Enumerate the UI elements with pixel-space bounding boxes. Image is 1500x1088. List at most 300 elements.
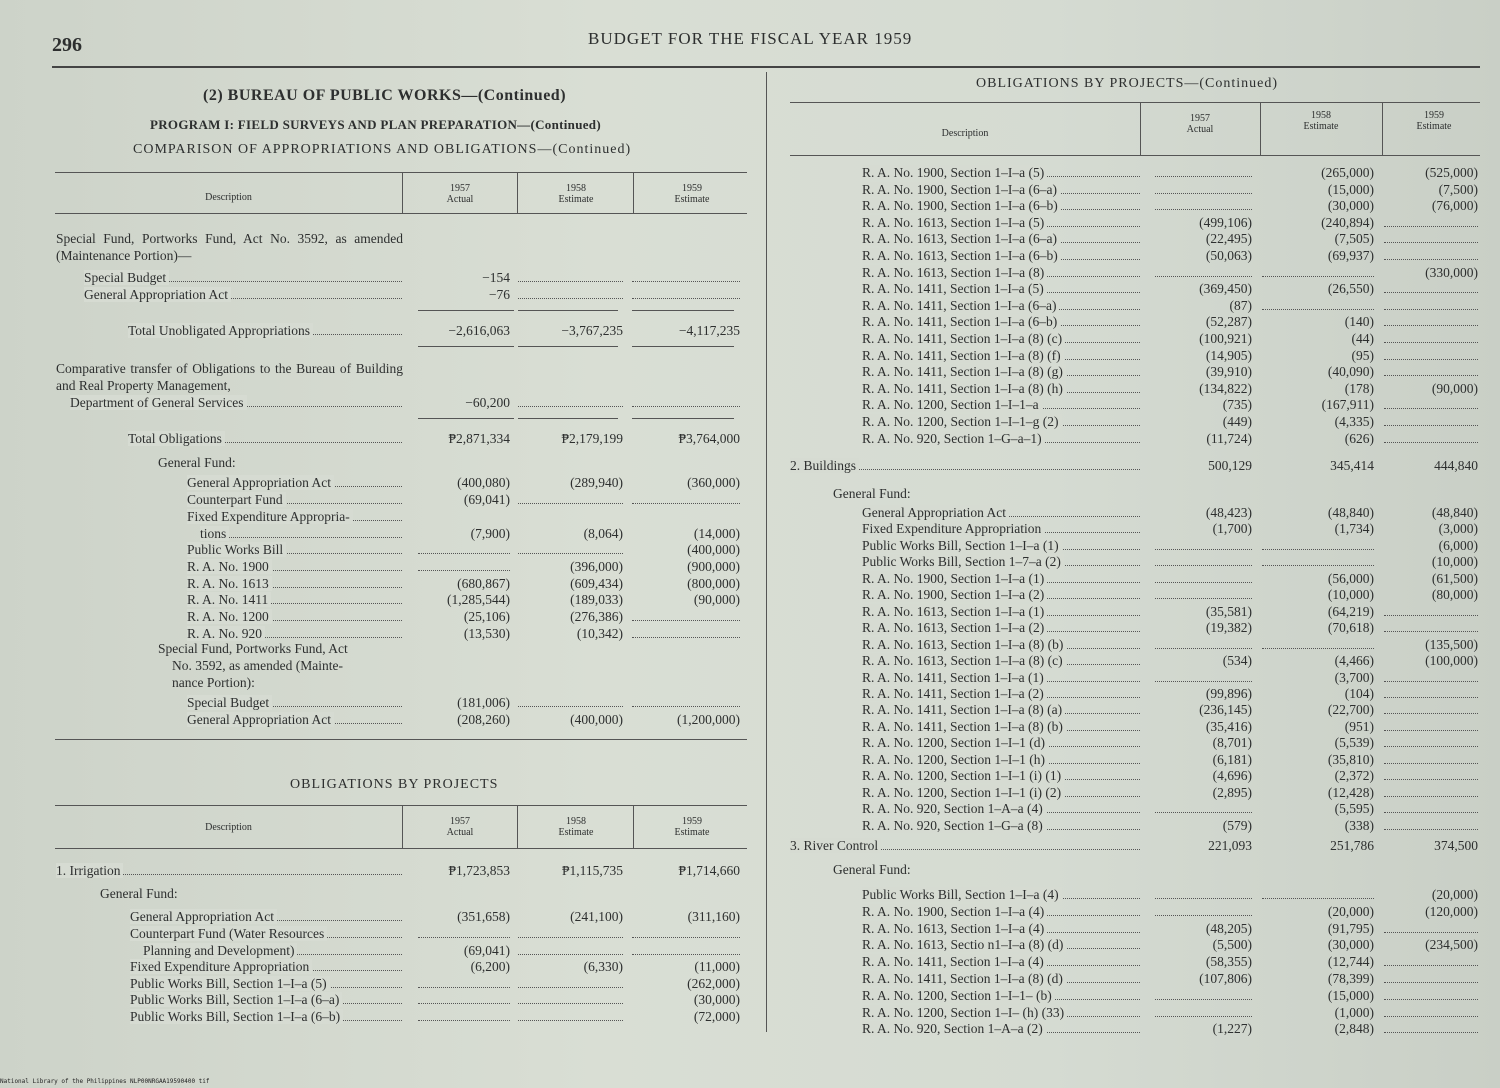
row-label-text: R. A. No. 1613, Section 1–I–a (4) (862, 921, 1047, 936)
row-label-text: 2. Buildings (790, 458, 859, 473)
value-1958: (12,744) (1327, 954, 1374, 970)
row-label (862, 886, 1140, 903)
row-label (862, 430, 1140, 447)
value-1958: (30,000) (1327, 937, 1374, 953)
value-1957: −60,200 (465, 395, 510, 410)
value-1959: (800,000) (687, 576, 740, 591)
value-1958: (64,219) (1327, 603, 1374, 619)
row-label (862, 1004, 1140, 1021)
header-divider (1260, 103, 1261, 155)
row-label (862, 553, 1140, 570)
row-label-text: R. A. No. 1411, Section 1–I–a (8) (g) (862, 364, 1066, 379)
row-label-text: R. A. No. 1900 (187, 559, 272, 574)
row-label (862, 685, 1140, 702)
value-1958: (4,335) (1334, 414, 1374, 429)
value-1957: (11,724) (1206, 430, 1252, 446)
empty-cell-leader (1384, 796, 1478, 797)
row-label-text: R. A. No. 1200, Section 1–I– (h) (33) (862, 1005, 1067, 1020)
value-1959: −4,117,235 (678, 323, 740, 338)
table-row (0, 817, 1500, 834)
table-row (0, 214, 1500, 231)
proj-col-header-1957: 1957 Actual (446, 816, 474, 838)
value-1958: (140) (1344, 314, 1374, 330)
row-label (862, 1020, 1140, 1037)
empty-cell-leader (1155, 598, 1252, 599)
empty-cell-leader (1262, 549, 1374, 550)
value-1957: (19,382) (1205, 620, 1252, 636)
value-1957: ₱2,871,334 (448, 431, 510, 446)
value-1957: (449) (1222, 414, 1252, 429)
value-1958: 345,414 (1330, 458, 1374, 473)
value-1957: (25,106) (463, 609, 510, 624)
row-label-text: R. A. No. 1411, Section 1–I–a (2) (862, 686, 1047, 701)
row-label (862, 230, 1140, 247)
row-label-text: Public Works Bill, Section 1–7–a (2) (862, 554, 1064, 569)
row-label-text: R. A. No. 1613, Section 1–I–a (1) (862, 604, 1047, 619)
empty-cell-leader (1384, 999, 1478, 1000)
row-label-text: R. A. No. 1900, Section 1–I–a (2) (862, 587, 1047, 602)
value-1957: (52,287) (1205, 314, 1252, 330)
value-1957: (2,895) (1212, 784, 1252, 800)
value-1959: (3,000) (1438, 521, 1478, 537)
value-1957: (58,355) (1205, 954, 1252, 970)
col-header-description: Description (205, 192, 252, 203)
value-1958: (10,342) (576, 626, 623, 641)
value-1958: (1,000) (1334, 1004, 1374, 1020)
row-label-text: R. A. No. 1900, Section 1–I–a (6–b) (862, 198, 1061, 213)
value-1958: (1,734) (1334, 521, 1374, 537)
row-label-text: R. A. No. 1613, Section 1–I–a (6–b) (862, 248, 1061, 263)
value-1958: (5,595) (1334, 801, 1374, 817)
value-1957: (7,900) (470, 526, 510, 541)
empty-cell-leader (1384, 325, 1478, 326)
value-1958: (338) (1344, 817, 1374, 833)
row-label (862, 734, 1140, 751)
row-label-text: Public Works Bill, Section 1–I–a (6–b) (130, 1009, 343, 1024)
row-label (862, 214, 1140, 231)
value-1959: (360,000) (687, 475, 740, 490)
row-label-text: R. A. No. 1200, Section 1–I–1–a (862, 397, 1042, 412)
row-label-text: R. A. No. 1411, Section 1–I–a (4) (862, 954, 1047, 969)
value-1957: (4,696) (1212, 768, 1252, 784)
empty-cell-leader (1262, 648, 1374, 649)
row-label (56, 862, 402, 879)
row-label (862, 603, 1140, 620)
row-label-text: R. A. No. 1411, Section 1–I–a (8) (h) (862, 381, 1066, 396)
row-label-text: R. A. No. 1613, Sectio n1–I–a (8) (d) (862, 937, 1066, 952)
row-label-text: R. A. No. 1900, Section 1–I–a (5) (862, 165, 1047, 180)
value-1957: (351,658) (457, 909, 510, 924)
row-label-text: Public Works Bill, Section 1–I–a (4) (862, 887, 1062, 902)
value-1959: (234,500) (1425, 937, 1478, 953)
value-1958: (8,064) (583, 526, 623, 541)
row-label (862, 297, 1140, 314)
empty-cell-leader (1384, 342, 1478, 343)
row-label (862, 767, 1140, 784)
value-1957: (35,581) (1205, 603, 1252, 619)
empty-cell-leader (1384, 292, 1478, 293)
table-row (0, 734, 1500, 751)
value-1957: (236,145) (1199, 702, 1252, 718)
row-label-text: R. A. No. 1411, Section 1–I–a (1) (862, 670, 1047, 685)
special-fund-2-line: Special Fund, Portworks Fund, Act (158, 641, 348, 656)
value-1958: (56,000) (1327, 570, 1374, 586)
value-1958: (78,399) (1327, 971, 1374, 986)
row-label-text: Counterpart Fund (Water Resources (130, 926, 327, 941)
value-1959: (525,000) (1425, 165, 1478, 180)
row-label (862, 413, 1140, 430)
value-1958: (35,810) (1327, 751, 1374, 767)
value-1957: (100,921) (1199, 331, 1252, 346)
value-1957: (13,530) (463, 626, 510, 641)
empty-cell-leader (1384, 932, 1478, 933)
value-1957: −2,616,063 (448, 323, 510, 338)
row-label (862, 380, 1140, 397)
table-row (0, 347, 1500, 364)
table-row (0, 197, 1500, 214)
row-label (862, 570, 1140, 587)
special-fund-2-line: nance Portion): (172, 675, 255, 690)
value-1957: (1,700) (1212, 521, 1252, 537)
value-1958: (396,000) (570, 559, 623, 574)
table-row (0, 181, 1500, 198)
row-label-text: Special Budget (187, 695, 272, 710)
row-label (862, 718, 1140, 735)
row-label (862, 970, 1140, 987)
table-row (0, 430, 1500, 447)
value-1959: (90,000) (693, 592, 740, 607)
value-1958: (10,000) (1327, 587, 1374, 603)
value-1958: (241,100) (570, 909, 623, 924)
row-label-text: R. A. No. 1200, Section 1–I–1–g (2) (862, 414, 1062, 429)
empty-cell-leader (1384, 746, 1478, 747)
value-1957: (369,450) (1199, 281, 1252, 297)
row-label-text: R. A. No. 1411, Section 1–I–a (8) (a) (862, 702, 1065, 717)
row-label (862, 197, 1140, 214)
value-1958: (167,911) (1321, 397, 1374, 413)
value-1959: (120,000) (1425, 903, 1478, 919)
page-number: 296 (52, 34, 82, 56)
table-row (0, 800, 1500, 817)
value-1958: (70,618) (1327, 620, 1374, 636)
row-label (862, 520, 1140, 537)
value-1958: (626) (1344, 430, 1374, 446)
row-label (862, 669, 1140, 686)
table-row (0, 413, 1500, 430)
row-label-text: Special Budget (84, 270, 169, 285)
row-label-text: 3. River Control (790, 838, 881, 853)
row-label-text: R. A. No. 920, Section 1–G–a (8) (862, 818, 1046, 833)
row-label-text: R. A. No. 1200 (187, 609, 272, 624)
value-1958: (48,840) (1327, 505, 1374, 520)
empty-cell-leader (1262, 276, 1374, 277)
value-1959: (7,500) (1438, 181, 1478, 197)
value-1958: (178) (1344, 380, 1374, 396)
empty-cell-leader (1384, 681, 1478, 682)
empty-cell-leader (1384, 1016, 1478, 1017)
value-1958: (5,539) (1334, 735, 1374, 751)
value-1959: (400,000) (687, 542, 740, 557)
row-label-text: R. A. No. 1411, Section 1–I–a (5) (862, 281, 1047, 296)
header-divider (1140, 103, 1141, 155)
value-1958: (276,386) (570, 609, 623, 624)
empty-cell-leader (1384, 359, 1478, 360)
row-label-text: R. A. No. 1613, Section 1–I–a (8) (b) (862, 637, 1066, 652)
row-label-text: R. A. No. 1411, Section 1–I–a (8) (c) (862, 331, 1065, 346)
row-label-text: Public Works Bill, Section 1–I–a (5) (130, 976, 330, 991)
row-label-text: General Appropriation Act (84, 287, 231, 302)
value-1958: (44) (1351, 331, 1374, 346)
row-label (862, 903, 1140, 920)
value-1957: (99,896) (1205, 685, 1252, 701)
row-label (862, 800, 1140, 817)
row-label-text: Public Works Bill (187, 542, 286, 557)
value-1957: (48,423) (1205, 505, 1252, 520)
right-caption: OBLIGATIONS BY PROJECTS—(Continued) (976, 76, 1279, 91)
value-1958: (12,428) (1327, 784, 1374, 800)
value-1958: 251,786 (1330, 838, 1374, 853)
row-label (862, 164, 1140, 181)
value-1958: (20,000) (1327, 903, 1374, 919)
value-1959: (100,000) (1425, 653, 1478, 669)
row-label (790, 457, 1140, 474)
value-1959: (61,500) (1431, 570, 1478, 586)
table-row (0, 363, 1500, 380)
row-label-text: R. A. No. 1900, Section 1–I–a (4) (862, 904, 1047, 919)
row-label-text: R. A. No. 920, Section 1–A–a (2) (862, 1021, 1046, 1036)
table-row (0, 784, 1500, 801)
value-1959: (76,000) (1431, 198, 1478, 214)
row-label (862, 264, 1140, 281)
value-1958: (951) (1344, 718, 1374, 734)
table-row (0, 457, 1500, 474)
row-label-text: R. A. No. 1613 (187, 576, 272, 591)
empty-cell-leader (1384, 982, 1478, 983)
value-1957: (107,806) (1199, 971, 1252, 986)
value-1957: 221,093 (1208, 838, 1252, 853)
row-label-text: Fixed Expenditure Appropriation (130, 959, 312, 974)
table-row (0, 247, 1500, 264)
empty-cell-leader (1155, 648, 1252, 649)
value-1957: (8,701) (1212, 735, 1252, 751)
value-1957: (181,006) (457, 695, 510, 710)
value-1959: (262,000) (687, 976, 740, 991)
row-label-text: R. A. No. 1613, Section 1–I–a (8) (862, 265, 1047, 280)
right-header-bottom-rule (790, 155, 1480, 156)
running-head: BUDGET FOR THE FISCAL YEAR 1959 (588, 29, 913, 48)
value-1958: (2,848) (1334, 1021, 1374, 1037)
empty-cell-leader (1155, 812, 1252, 813)
empty-cell-leader (1384, 615, 1478, 616)
comparative-transfer-heading: Comparative transfer of Obligations to the Bureau of Building and Real Property Management, (56, 361, 403, 393)
value-1959: (80,000) (1431, 587, 1478, 603)
proj-col-header-description: Description (205, 822, 252, 833)
row-label-text: R. A. No. 1200, Section 1–I–1– (b) (862, 988, 1055, 1003)
row-label (862, 363, 1140, 380)
row-label-text: R. A. No. 920 (187, 626, 265, 641)
value-1957: −76 (488, 287, 510, 302)
right-col-header-1959: 1959 Estimate (1416, 110, 1452, 132)
value-1958: (609,434) (570, 576, 623, 591)
empty-cell-leader (1384, 442, 1478, 443)
value-1959: (330,000) (1425, 264, 1478, 280)
row-label (862, 751, 1140, 768)
value-1959: (30,000) (693, 992, 740, 1007)
table-row (0, 164, 1500, 181)
right-col-header-1958: 1958 Estimate (1303, 110, 1339, 132)
comparison-caption: COMPARISON OF APPROPRIATIONS AND OBLIGATIONS—(Continued) (133, 142, 632, 157)
row-label (862, 537, 1140, 554)
empty-cell-leader (1384, 965, 1478, 966)
value-1959: (311,160) (687, 909, 740, 924)
empty-cell-leader (1384, 812, 1478, 813)
empty-cell-leader (1384, 763, 1478, 764)
value-1958: (189,033) (570, 592, 623, 607)
empty-cell-leader (1384, 779, 1478, 780)
right-col-header-1957: 1957 Actual (1186, 113, 1214, 135)
value-1957: (5,500) (1212, 937, 1252, 953)
row-label (862, 586, 1140, 603)
program-title: PROGRAM I: FIELD SURVEYS AND PLAN PREPARATION—(Continued) (150, 117, 601, 132)
row-label-text: R. A. No. 1411, Section 1–I–a (8) (b) (862, 719, 1066, 734)
value-1959: (6,000) (1438, 537, 1478, 553)
value-1958: (4,466) (1334, 653, 1374, 669)
row-label (790, 837, 1140, 854)
table-row (0, 652, 1500, 669)
value-1957: (208,260) (457, 712, 510, 727)
value-1957: (6,200) (470, 959, 510, 974)
value-1957: (35,416) (1205, 718, 1252, 734)
value-1957: (735) (1222, 397, 1252, 413)
row-label (862, 636, 1140, 653)
row-label-text: Public Works Bill, Section 1–I–a (1) (862, 538, 1062, 553)
table-row (0, 474, 1500, 491)
row-label (862, 920, 1140, 937)
row-label-text: R. A. No. 1411, Section 1–I–a (6–b) (862, 314, 1060, 329)
empty-cell-leader (1155, 549, 1252, 550)
value-1957: (6,181) (1212, 751, 1252, 767)
empty-cell-leader (1384, 242, 1478, 243)
row-label (862, 619, 1140, 636)
value-1958: (95) (1351, 347, 1374, 363)
row-label-text: R. A. No. 1200, Section 1–I–1 (h) (862, 752, 1048, 767)
row-label (862, 280, 1140, 297)
row-label-text: Fixed Expenditure Appropriation (862, 521, 1044, 536)
value-1959: (72,000) (693, 1009, 740, 1024)
value-1959: 444,840 (1434, 458, 1478, 473)
row-label-text: R. A. No. 920, Section 1–A–a (4) (862, 801, 1046, 816)
value-1957: −154 (482, 270, 510, 285)
value-1957: (69,041) (463, 943, 510, 958)
value-1957: (22,495) (1205, 231, 1252, 247)
value-1957: (499,106) (1199, 214, 1252, 230)
row-label-text: General Appropriation Act (130, 909, 277, 924)
value-1958: −3,767,235 (561, 323, 623, 338)
empty-cell-leader (1384, 425, 1478, 426)
value-1958: (40,090) (1327, 364, 1374, 380)
proj-col-header-1959: 1959 Estimate (674, 816, 710, 838)
row-label (862, 330, 1140, 347)
row-label (862, 247, 1140, 264)
empty-cell-leader (1155, 276, 1252, 277)
value-1957: (50,063) (1205, 248, 1252, 263)
row-label-text: R. A. No. 1200, Section 1–I–1 (i) (1) (862, 768, 1064, 783)
projects-caption: OBLIGATIONS BY PROJECTS (290, 777, 499, 792)
value-1958: (69,937) (1327, 248, 1374, 263)
empty-cell-leader (1384, 631, 1478, 632)
empty-cell-leader (1155, 1016, 1252, 1017)
value-1958: (22,700) (1327, 702, 1374, 718)
bureau-title: (2) BUREAU OF PUBLIC WORKS—(Continued) (203, 87, 567, 104)
empty-cell-leader (1384, 375, 1478, 376)
header-divider (1382, 103, 1383, 155)
value-1957: (69,041) (463, 492, 510, 507)
value-1959: ₱3,764,000 (678, 431, 740, 446)
empty-cell-leader (1384, 697, 1478, 698)
buildings-general-fund-label: General Fund: (833, 486, 911, 501)
general-fund-label: General Fund: (158, 455, 236, 470)
row-label-text: R. A. No. 1200, Section 1–I–1 (i) (2) (862, 785, 1064, 800)
row-label (862, 396, 1140, 413)
value-1958: (3,700) (1334, 669, 1374, 685)
row-label-text: R. A. No. 1613, Section 1–I–a (5) (862, 215, 1047, 230)
value-1957: (48,205) (1205, 920, 1252, 936)
value-1957: ₱1,723,853 (448, 863, 510, 878)
footer-credit: National Library of the Philippines NLP00NRGAA19590400 tif (0, 1078, 210, 1085)
table-row (0, 669, 1500, 686)
empty-cell-leader (1384, 309, 1478, 310)
table-row (0, 767, 1500, 784)
value-1959: (90,000) (1431, 380, 1478, 396)
value-1957: (1,227) (1212, 1021, 1252, 1037)
value-1957: (1,285,544) (447, 592, 510, 607)
value-1959: (20,000) (1431, 887, 1478, 902)
row-label (862, 953, 1140, 970)
value-1959: (135,500) (1425, 636, 1478, 652)
table-row (0, 751, 1500, 768)
empty-cell-leader (1384, 1032, 1478, 1033)
row-label (862, 701, 1140, 718)
value-1958: (104) (1344, 685, 1374, 701)
col-header-1959: 1959 Estimate (674, 183, 710, 205)
value-1958: (400,000) (570, 712, 623, 727)
row-label (187, 474, 402, 491)
value-1957: (39,910) (1205, 364, 1252, 380)
empty-cell-leader (1384, 226, 1478, 227)
row-label (862, 784, 1140, 801)
empty-cell-leader (1384, 829, 1478, 830)
row-label-text: R. A. No. 1411, Section 1–I–a (6–a) (862, 298, 1059, 313)
row-label-text: R. A. No. 1900, Section 1–I–a (1) (862, 571, 1047, 586)
table-row (0, 837, 1500, 854)
value-1957: (87) (1229, 297, 1252, 313)
row-label-text: Public Works Bill, Section 1–I–a (6–a) (130, 992, 342, 1007)
value-1959: (10,000) (1431, 554, 1478, 570)
empty-cell-leader (1384, 259, 1478, 260)
value-1958: (240,894) (1321, 214, 1374, 230)
value-1958: (15,000) (1327, 987, 1374, 1003)
value-1959: (14,000) (693, 526, 740, 541)
empty-cell-leader (1262, 565, 1374, 566)
proj-col-header-1958: 1958 Estimate (558, 816, 594, 838)
row-label-text: 1. Irrigation (56, 863, 123, 878)
right-col-header-description: Description (941, 128, 989, 139)
value-1957: (14,905) (1205, 347, 1252, 363)
row-label-text: R. A. No. 1411, Section 1–I–a (8) (d) (862, 971, 1066, 986)
row-label-text: R. A. No. 920, Section 1–G–a–1) (862, 431, 1045, 446)
value-1958: (15,000) (1327, 181, 1374, 197)
right-table-top-rule (790, 102, 1480, 103)
